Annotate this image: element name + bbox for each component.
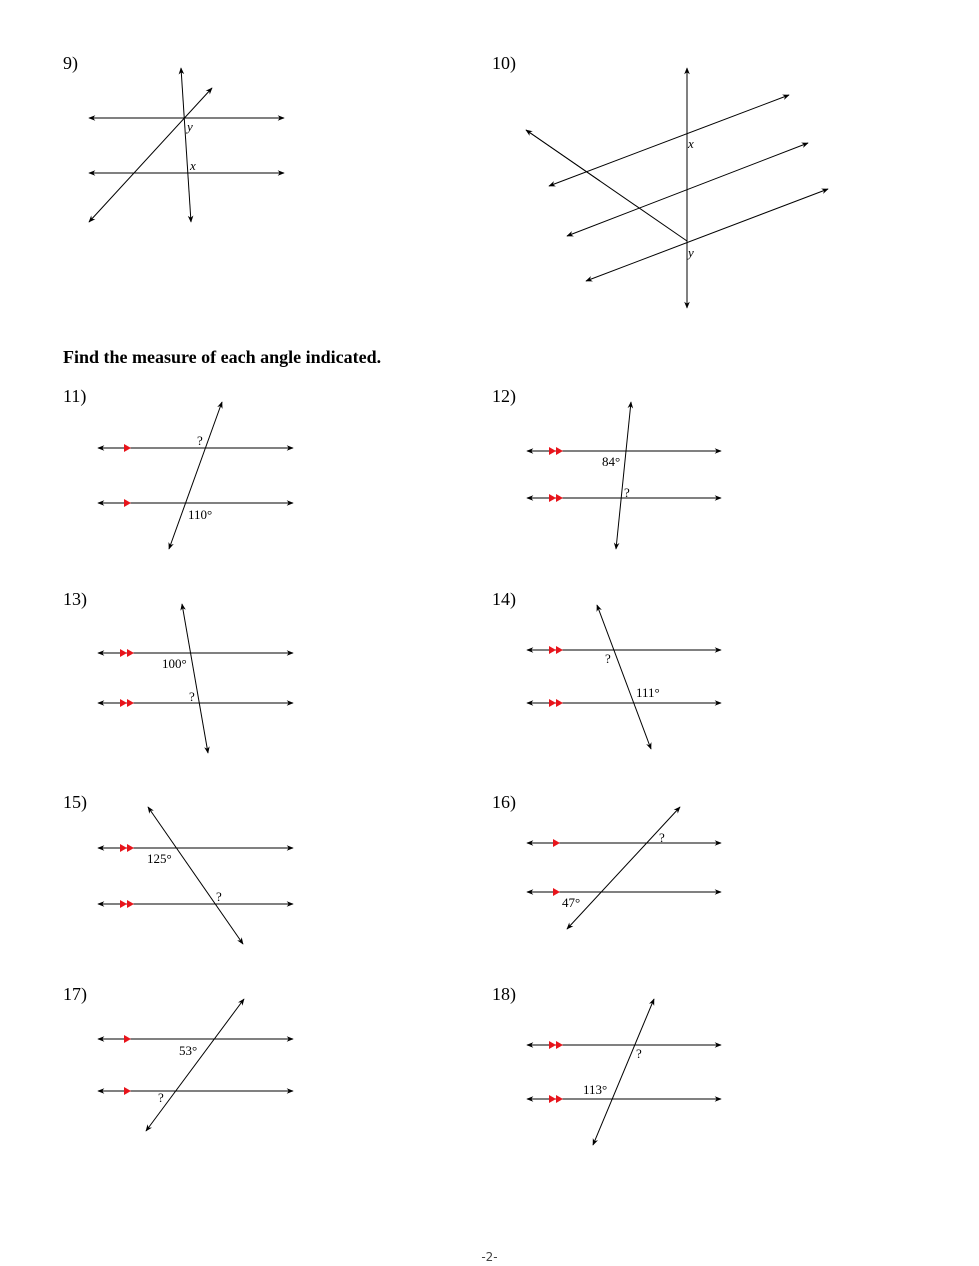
- parallel-mark: [120, 844, 134, 908]
- parallel-mark: [124, 444, 131, 507]
- parallel-mark: [549, 447, 563, 502]
- parallel-mark: [549, 1041, 563, 1103]
- figure-16: [527, 807, 721, 929]
- figure-13: [98, 604, 293, 753]
- problem-18-number: 18): [492, 984, 516, 1004]
- parallel-mark: [553, 839, 560, 896]
- angle-label-top: ?: [659, 830, 665, 845]
- angle-label-top: ?: [636, 1046, 642, 1061]
- problem-14-number: 14): [492, 589, 516, 609]
- angle-label-bottom: ?: [624, 485, 630, 500]
- angle-label-bottom: 113°: [583, 1082, 608, 1097]
- angle-label-bottom: ?: [189, 689, 195, 704]
- transversal-line: [593, 999, 654, 1145]
- angle-label-bottom: 110°: [188, 507, 213, 522]
- transversal-line: [597, 605, 651, 749]
- transversal-line: [181, 68, 191, 222]
- figure-18: [527, 999, 721, 1145]
- angle-label-y: y: [187, 119, 193, 134]
- angle-label-top: 84°: [602, 454, 621, 469]
- figure-14: [527, 605, 721, 749]
- angle-label-top: ?: [197, 433, 203, 448]
- problem-16-number: 16): [492, 792, 516, 812]
- problem-10-number: 10): [492, 53, 516, 73]
- angle-label-bottom: 47°: [562, 895, 581, 910]
- figure-12: [527, 402, 721, 549]
- transversal-line: [148, 807, 243, 944]
- problem-13-number: 13): [63, 589, 87, 609]
- figure-11: [98, 402, 293, 549]
- angle-label-x: x: [688, 136, 694, 151]
- angle-label-x: x: [190, 158, 196, 173]
- figure-17: [98, 999, 293, 1131]
- transversal-line: [567, 807, 680, 929]
- transversal-line: [616, 402, 631, 549]
- figure-10: [526, 68, 828, 308]
- problem-12-number: 12): [492, 386, 516, 406]
- angle-label-y: y: [688, 245, 694, 260]
- parallel-line: [549, 95, 789, 186]
- figure-15: [98, 807, 293, 944]
- parallel-mark: [124, 1035, 131, 1095]
- angle-label-bottom: ?: [158, 1090, 164, 1105]
- problem-9-number: 9): [63, 53, 78, 73]
- transversal-line: [89, 88, 212, 222]
- instructions-heading: Find the measure of each angle indicated.: [63, 347, 382, 367]
- angle-label-top: 53°: [179, 1043, 198, 1058]
- angle-label-bottom: 111°: [636, 685, 660, 700]
- page-number: -2-: [481, 1250, 498, 1264]
- angle-label-top: 125°: [147, 851, 172, 866]
- parallel-mark: [120, 649, 134, 707]
- problem-11-number: 11): [63, 386, 87, 406]
- transversal-line: [169, 402, 222, 549]
- figure-9: [89, 68, 284, 222]
- transversal-line: [146, 999, 244, 1131]
- angle-label-top: ?: [605, 651, 611, 666]
- angle-label-top: 100°: [162, 656, 187, 671]
- transversal-line: [182, 604, 208, 753]
- transversal-start-arrow: [526, 130, 600, 181]
- parallel-mark: [549, 646, 563, 707]
- problem-17-number: 17): [63, 984, 87, 1004]
- angle-label-bottom: ?: [216, 889, 222, 904]
- problem-15-number: 15): [63, 792, 87, 812]
- parallel-line: [586, 189, 828, 281]
